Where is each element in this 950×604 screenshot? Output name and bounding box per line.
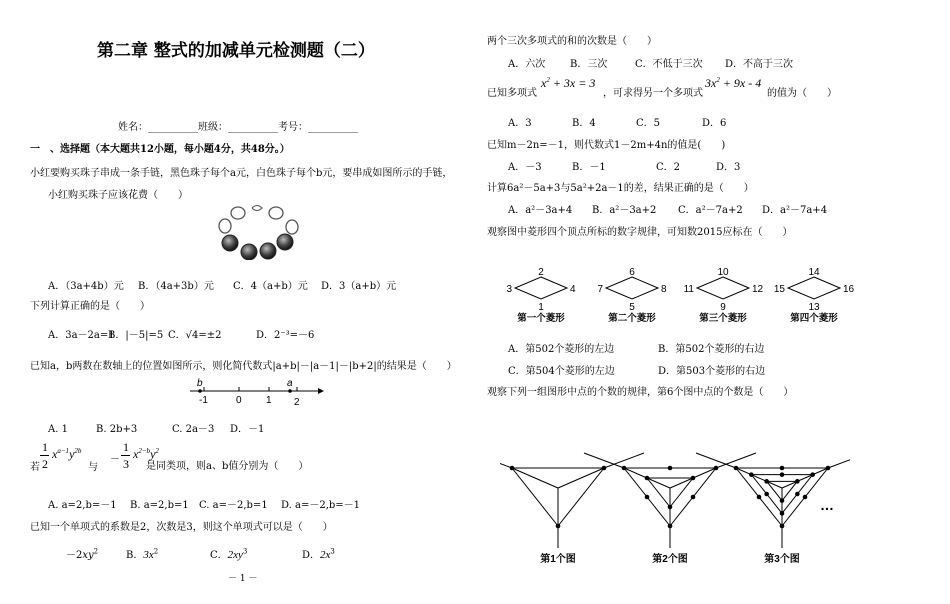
rhombus	[697, 277, 749, 299]
option-b[interactable]: B．－1	[572, 162, 606, 173]
section-heading: 一 、选择题（本大题共12小题，每小题4分，共48分。）	[30, 144, 290, 155]
minus-sign: －	[110, 454, 120, 465]
rhombus-caption: 第一个菱形	[517, 313, 565, 324]
figure-caption: 第2个图	[652, 554, 688, 565]
q4-middle: 与	[88, 462, 98, 473]
q2-stem: 下列计算正确的是（ ）	[30, 301, 150, 312]
option-c[interactable]: C. a=－2,b=1	[199, 500, 268, 511]
q9-options	[508, 201, 827, 216]
dot	[764, 492, 769, 497]
rhombus-caption: 第四个菱形	[790, 313, 838, 324]
option-b[interactable]: B．（4a+3b）元	[138, 281, 214, 292]
rhombus-caption: 第三个菱形	[699, 313, 747, 324]
figure-caption: 第3个图	[764, 554, 800, 565]
black-bead	[277, 234, 293, 250]
rhombus-top-number: 2	[538, 267, 544, 278]
option-d[interactable]: D．a²－7a+4	[762, 205, 828, 216]
class-label: 班级：	[198, 122, 228, 133]
term2: $x^{2-b}y^2$	[133, 447, 159, 461]
q1-stem-line2: 小红购买珠子应该花费（ ）	[48, 190, 188, 201]
option-a[interactable]: A．a²－3a+4	[508, 205, 573, 216]
option-d[interactable]: D．第503个菱形的右边	[658, 366, 766, 377]
q5-options	[66, 540, 335, 561]
rhombus-top-number: 10	[717, 267, 729, 278]
point-a	[288, 389, 292, 393]
figure-caption: 第1个图	[540, 554, 576, 565]
page-number: － 1 －	[228, 574, 258, 584]
option-a[interactable]: A. a=2,b=－1	[48, 500, 117, 511]
white-bead	[219, 219, 231, 233]
q10-stem: 观察图中菱形四个顶点所标的数字规律，可知数2015应标在（ ）	[487, 227, 793, 238]
dot	[645, 495, 650, 500]
dot	[780, 472, 785, 477]
option-d[interactable]: D．$2x^3$	[302, 547, 335, 561]
rhombus-right-number: 4	[570, 284, 576, 295]
tick-label: -1	[199, 395, 208, 406]
rhombus-bottom-number: 1	[538, 302, 544, 313]
q7-expr1: $x^2 + 3x = 3$	[541, 76, 596, 90]
rhombus-left-number: 11	[683, 284, 694, 295]
option-c[interactable]: C．不低于三次	[635, 59, 703, 70]
bracelet-figure	[216, 200, 302, 260]
q7-expr2: $3x^2 + 9x - 4$	[705, 76, 762, 90]
frac2-num: 1	[123, 440, 129, 454]
rhombus-right-number: 8	[661, 284, 667, 295]
label-b: b	[197, 378, 203, 389]
spoke-line	[512, 468, 558, 488]
axis-arrow	[318, 388, 324, 394]
q10-options-row1	[508, 340, 764, 355]
white-bead	[269, 207, 283, 219]
ellipsis: …	[820, 497, 834, 513]
option-a[interactable]: A．3	[508, 118, 532, 129]
number-line	[186, 376, 326, 408]
student-info-line	[118, 118, 358, 133]
dot	[803, 495, 808, 500]
rhombus-figure	[505, 262, 865, 326]
rhombus-bottom-number: 5	[629, 302, 635, 313]
rhombus	[515, 277, 567, 299]
option-a[interactable]: A. 1	[48, 424, 68, 435]
option-d[interactable]: D．不高于三次	[725, 59, 794, 70]
q1-options	[48, 277, 396, 292]
q8-stem: 已知m－2n=－1，则代数式1－2m+4n的值是( )	[487, 140, 726, 151]
rhombus-top-number: 6	[629, 267, 635, 278]
option-c[interactable]: C．√4=±2	[168, 330, 222, 341]
dot	[795, 492, 800, 497]
page-title: 第二章 整式的加减单元检测题（二）	[97, 41, 375, 61]
option-b[interactable]: B．$3x^2$	[126, 547, 159, 561]
option-b[interactable]: B．|－5|=5	[108, 330, 164, 341]
dot-triangle-figure	[500, 448, 850, 566]
option-a[interactable]: A．第502个菱形的左边	[508, 344, 615, 355]
option-a[interactable]: A．3a－2a=1	[48, 330, 115, 341]
q7-stem-a: 已知多项式	[487, 88, 537, 99]
option-d[interactable]: D. a=－2,b=－1	[281, 500, 361, 511]
option-a[interactable]: A．六次	[508, 59, 546, 70]
q6-options	[508, 55, 793, 70]
q7-options	[508, 114, 726, 129]
frac1-den: 2	[42, 457, 48, 471]
term1: $x^{a-1}y^{2b}$	[52, 447, 82, 461]
q4-prefix: 若	[30, 462, 40, 473]
dot	[691, 495, 696, 500]
tick-label: 2	[294, 397, 300, 408]
option-d[interactable]: D．3	[716, 162, 741, 173]
option-c[interactable]: C．2	[656, 162, 681, 173]
rhombus-left-number: 3	[506, 284, 512, 295]
black-bead	[241, 244, 257, 260]
arm-line	[500, 453, 512, 468]
option-b[interactable]: B. 2b+3	[96, 424, 138, 435]
option-a[interactable]: A．－3	[508, 162, 542, 173]
q4-options	[48, 496, 360, 511]
option-b[interactable]: B．第502个菱形的右边	[658, 344, 765, 355]
white-bead	[231, 207, 245, 219]
exam-blank[interactable]: __________	[308, 122, 358, 133]
arm-line	[828, 453, 850, 468]
option-d[interactable]: D．6	[702, 118, 727, 129]
rhombus-top-number: 14	[808, 267, 820, 278]
option-b[interactable]: B. a=2,b=1	[130, 500, 189, 511]
option-c[interactable]: C．第504个菱形的左边	[508, 366, 615, 377]
rhombus-right-number: 16	[843, 284, 855, 295]
q6-stem: 两个三次多项式的和的次数是（ ）	[487, 36, 657, 47]
q5-stem: 已知一个单项式的系数是2，次数是3，则这个单项式可以是（ ）	[30, 522, 333, 533]
rhombus-left-number: 15	[773, 284, 785, 295]
rhombus	[606, 277, 658, 299]
name-label: 姓名：	[118, 122, 148, 133]
frac2-den: 3	[123, 457, 129, 471]
clasp	[252, 206, 262, 211]
point-b	[198, 389, 202, 393]
rhombus-left-number: 7	[597, 284, 603, 295]
q7-stem-b: ，可求得另一个多项式	[603, 88, 703, 99]
rhombus-caption: 第二个菱形	[608, 313, 656, 324]
option-c[interactable]: C．a²－7a+2	[678, 205, 743, 216]
q1-stem-line1: 小红要购买珠子串成一条手链，黑色珠子每个a元，白色珠子每个b元，要串成如图所示的手链，	[30, 168, 453, 179]
q3-stem: 已知a，b两数在数轴上的位置如图所示，则化简代数式|a+b|－|a－1|－|b+2|的结果是（ ）	[30, 361, 457, 372]
class-blank[interactable]: __________	[228, 122, 278, 133]
frac1-num: 1	[42, 440, 48, 454]
name-blank[interactable]: __________	[148, 122, 198, 133]
option-c[interactable]: C．5	[636, 118, 661, 129]
q4-suffix: 是同类项，则a、b值分别为（ ）	[146, 461, 309, 472]
exam-label: 考号：	[278, 122, 308, 133]
q3-options	[48, 420, 264, 435]
dot	[757, 495, 762, 500]
tick-label: 1	[266, 395, 272, 406]
option-b[interactable]: B．三次	[570, 59, 608, 70]
option-a[interactable]: $-2xy^2$	[66, 547, 99, 561]
q11-stem: 观察下列一组图形中点的个数的规律，第6个图中点的个数是（ ）	[487, 387, 794, 398]
option-b[interactable]: B．a²－3a+2	[592, 205, 657, 216]
black-bead	[222, 235, 238, 251]
option-d[interactable]: D．2⁻³=－6	[256, 330, 315, 341]
q9-stem: 计算6a²－5a+3与5a²+2a－1的差，结果正确的是（ ）	[487, 183, 754, 194]
rhombus-bottom-number: 13	[808, 302, 820, 313]
rhombus-right-number: 12	[752, 284, 764, 295]
option-a[interactable]: A．（3a+4b）元	[48, 281, 124, 292]
tick-label: 0	[236, 395, 242, 406]
q7-stem	[487, 76, 887, 98]
option-c[interactable]: C. 2a－3	[172, 424, 215, 435]
spoke-line	[558, 468, 604, 488]
label-a: a	[287, 378, 293, 389]
option-d[interactable]: D．－1	[230, 424, 265, 435]
q8-options	[508, 158, 740, 173]
option-c[interactable]: C．$2xy^3$	[210, 547, 248, 561]
black-bead	[260, 243, 276, 259]
q10-options-row2	[508, 362, 765, 377]
q2-options	[48, 326, 314, 341]
dot	[668, 466, 673, 471]
rhombus	[788, 277, 840, 299]
dot	[780, 466, 785, 471]
q7-stem-c: 的值为（ ）	[767, 88, 837, 99]
option-b[interactable]: B．4	[572, 118, 596, 129]
option-d[interactable]: D．3（a+b）元	[321, 281, 397, 292]
rhombus-bottom-number: 9	[720, 302, 726, 313]
option-c[interactable]: C．4（a+b）元	[233, 281, 308, 292]
white-bead	[286, 220, 298, 234]
